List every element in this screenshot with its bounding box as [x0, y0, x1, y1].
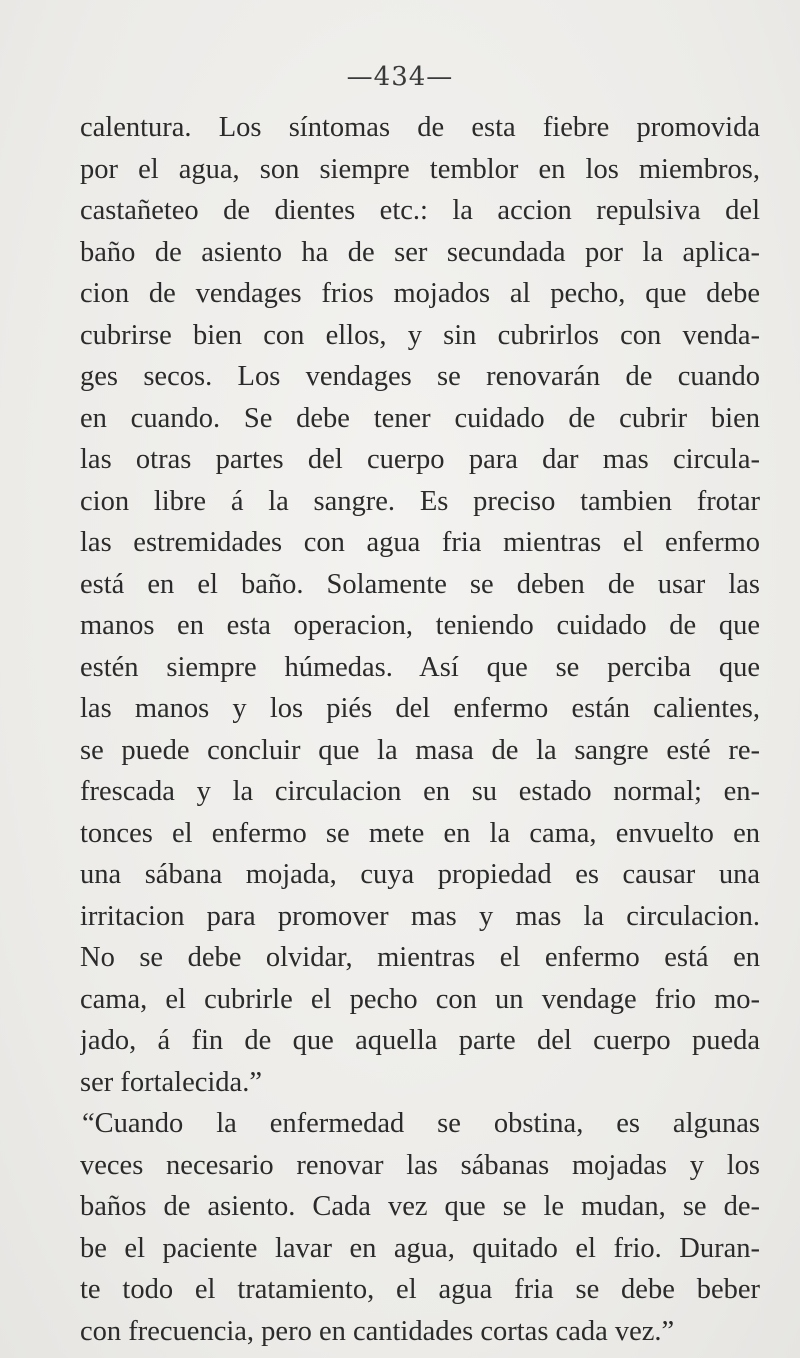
- text-line: ges secos. Los vendages se renovarán de cuando: [80, 361, 760, 392]
- text-line: be el paciente lavar en agua, quitado el frio. Duran-: [80, 1232, 760, 1264]
- text-line: baños de asiento. Cada vez que se le mudan, se de-: [80, 1191, 760, 1222]
- text-line: cion libre á la sangre. Es preciso tambien frotar: [80, 485, 760, 517]
- text-line: te todo el tratamiento, el agua fria se debe beber: [80, 1274, 760, 1305]
- text-line: veces necesario renovar las sábanas mojadas y los: [80, 1149, 760, 1181]
- text-line: está en el baño. Solamente se deben de usar las: [80, 568, 760, 600]
- text-line: manos en esta operacion, teniendo cuidado de que: [80, 610, 760, 641]
- text-line: jado, á fin de que aquella parte del cuerpo pueda: [80, 1025, 760, 1056]
- text-line: No se debe olvidar, mientras el enfermo está en: [80, 942, 760, 973]
- text-line: se puede concluir que la masa de la sangre esté re-: [80, 734, 760, 766]
- text-line: calentura. Los síntomas de esta fiebre promovida: [80, 112, 760, 143]
- text-line: baño de asiento ha de ser secundada por la aplica-: [80, 236, 760, 268]
- text-line: por el agua, son siempre temblor en los miembros,: [80, 153, 760, 185]
- text-line: las manos y los piés del enfermo están calientes,: [80, 693, 760, 724]
- text-line: frescada y la circulacion en su estado normal; en-: [80, 776, 760, 807]
- text-line: ser fortalecida.”: [80, 1066, 262, 1098]
- text-line: con frecuencia, pero en cantidades cortas cada vez.”: [80, 1315, 675, 1347]
- text-line: “Cuando la enfermedad se obstina, es algunas: [82, 1108, 760, 1139]
- text-line: cion de vendages frios mojados al pecho, que debe: [80, 278, 760, 309]
- text-line: estén siempre húmedas. Así que se perciba que: [80, 651, 760, 683]
- text-line: irritacion para promover mas y mas la circulacion.: [80, 900, 760, 932]
- text-line: cama, el cubrirle el pecho con un vendage frio mo-: [80, 983, 760, 1015]
- text-line: una sábana mojada, cuya propiedad es causar una: [80, 859, 760, 890]
- text-line: tonces el enfermo se mete en la cama, envuelto en: [80, 817, 760, 849]
- text-line: cubrirse bien con ellos, y sin cubrirlos con venda-: [80, 319, 760, 351]
- text-line: las estremidades con agua fria mientras el enfermo: [80, 527, 760, 558]
- page-number: —434—: [346, 62, 454, 92]
- text-line: castañeteo de dientes etc.: la accion repulsiva del: [80, 195, 760, 226]
- text-line: las otras partes del cuerpo para dar mas circula-: [80, 444, 760, 475]
- body-text: [80, 107, 760, 1352]
- text-line: en cuando. Se debe tener cuidado de cubrir bien: [80, 402, 760, 434]
